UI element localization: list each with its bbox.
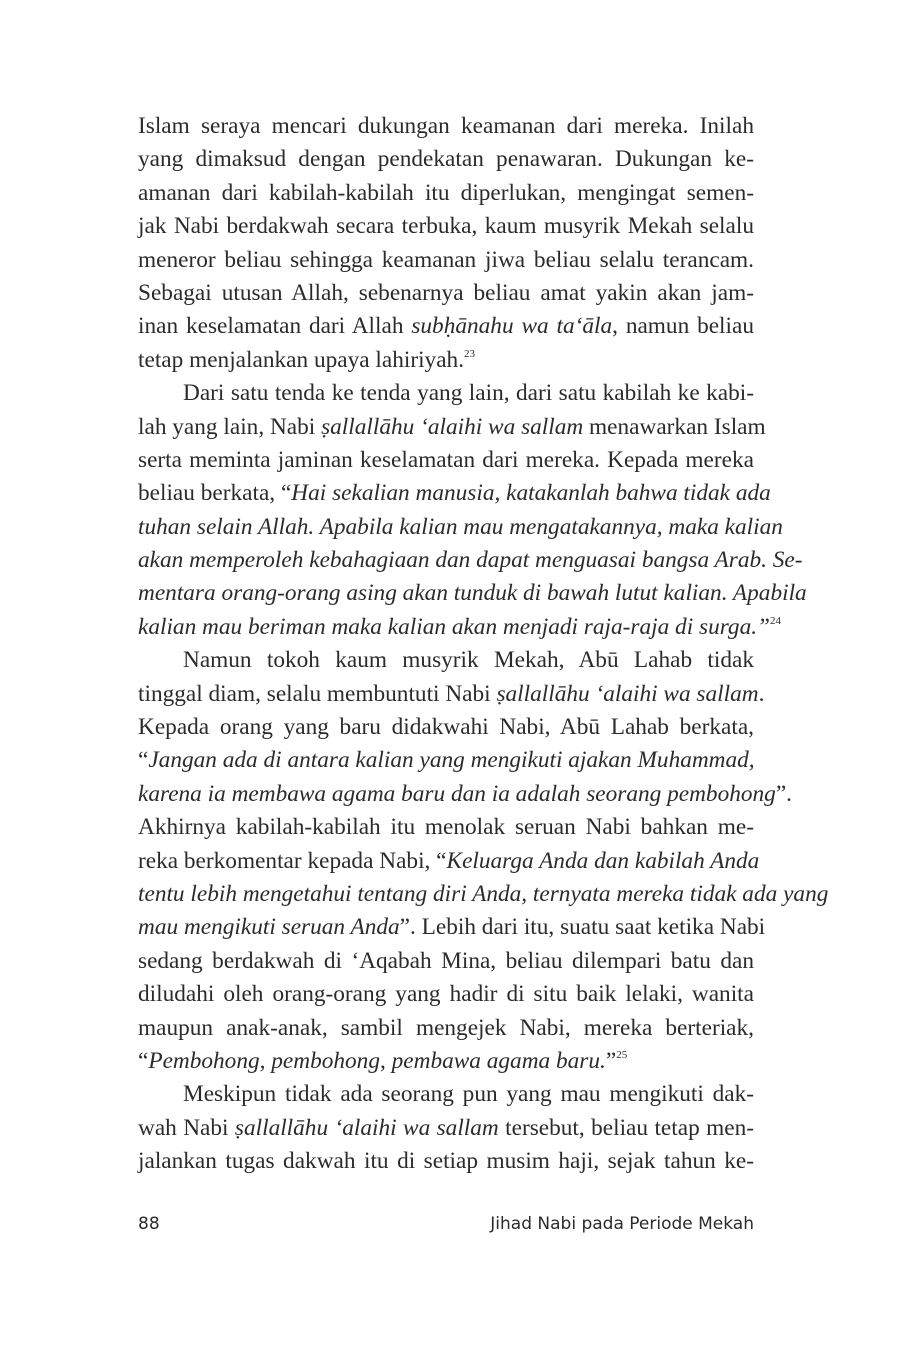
italic-text: ṣallallāhu ‘alaihi wa sallam — [234, 1114, 499, 1141]
italic-text: karena ia membawa agama baru dan ia adalah seorang pembohong — [138, 780, 776, 807]
text-segment: beliau berkata, “ — [138, 480, 292, 507]
text-segment: jalankan tugas dakwah itu di setiap musim haji, sejak tahun ke- — [138, 1148, 754, 1175]
text-segment: ”. Lebih dari itu, suatu saat ketika Nabi — [399, 914, 766, 941]
text-segment: serta meminta jaminan keselamatan dari mereka. Kepada mereka — [138, 446, 754, 473]
italic-text: Pembohong, pembohong, pembawa agama baru. — [148, 1047, 606, 1074]
text-line — [138, 845, 760, 878]
text-segment: tetap menjalankan upaya lahiriyah. — [138, 346, 465, 373]
text-line — [138, 344, 754, 377]
italic-text: mau mengikuti seruan Anda — [138, 914, 400, 941]
text-line — [138, 1145, 754, 1178]
text-line — [138, 1078, 754, 1111]
italic-text: ṣallallāhu ‘alaihi wa sallam — [321, 413, 584, 440]
footnote-marker: 23 — [464, 347, 476, 360]
italic-text: Keluarga Anda dan kabilah Anda — [446, 847, 760, 874]
text-segment: sedang berdakwah di ‘Aqabah Mina, beliau dilempari batu dan — [138, 947, 754, 974]
text-line — [138, 811, 754, 844]
text-line — [138, 143, 754, 176]
text-segment: , namun beliau — [612, 313, 754, 340]
text-segment: Sebagai utusan Allah, sebenarnya beliau amat yakin akan jam- — [138, 279, 754, 306]
text-segment: “ — [138, 1047, 149, 1074]
text-line — [138, 878, 829, 911]
text-line — [138, 177, 754, 210]
text-line — [138, 644, 754, 677]
italic-text: akan memperoleh kebahagiaan dan dapat menguasai bangsa Arab. Se- — [138, 547, 803, 574]
text-line — [138, 678, 765, 711]
text-segment: wah Nabi — [138, 1114, 235, 1141]
text-segment: menawarkan Islam — [583, 413, 766, 440]
text-segment: meneror beliau sehingga keamanan jiwa beliau selalu terancam. — [138, 246, 754, 273]
text-segment: Meskipun tidak ada seorang pun yang mau mengikuti dak- — [183, 1081, 754, 1108]
body-text — [138, 110, 829, 1179]
text-segment: reka berkomentar kepada Nabi, “ — [138, 847, 447, 874]
text-line — [138, 544, 803, 577]
italic-text: subḥānahu wa ta‘āla — [411, 313, 613, 340]
italic-text: kalian mau beriman maka kalian akan menjadi raja-raja di surga.” — [138, 613, 770, 640]
text-line — [138, 577, 807, 610]
text-line — [138, 110, 754, 143]
text-line — [138, 978, 754, 1011]
italic-text: Jangan ada di antara kalian yang mengikuti ajakan Muhammad, — [148, 747, 755, 774]
text-line — [138, 477, 771, 510]
text-segment: Islam seraya mencari dukungan keamanan dari mereka. Inilah — [138, 113, 754, 139]
text-line — [138, 511, 783, 544]
text-line — [138, 778, 792, 811]
text-segment: Namun tokoh kaum musyrik Mekah, Abū Lahab tidak — [183, 647, 754, 674]
text-line — [138, 244, 754, 277]
text-line — [138, 277, 754, 310]
italic-text: tentu lebih mengetahui tentang diri Anda, ternyata mereka tidak ada yang — [138, 880, 829, 907]
page-footer — [138, 1214, 754, 1240]
italic-text: ṣallallāhu ‘alaihi wa sallam — [496, 680, 759, 707]
text-segment: ”. — [775, 780, 792, 807]
text-line — [138, 911, 766, 944]
text-segment: inan keselamatan dari Allah — [138, 313, 412, 340]
text-segment: “ — [138, 747, 149, 774]
text-segment: diludahi oleh orang-orang yang hadir di situ baik lelaki, wanita — [138, 981, 754, 1008]
text-line — [138, 210, 754, 243]
text-line — [138, 1112, 754, 1145]
text-segment: lah yang lain, Nabi — [138, 413, 322, 440]
text-line — [138, 611, 781, 644]
text-line — [138, 411, 766, 444]
text-line — [138, 945, 754, 978]
text-line — [138, 444, 754, 477]
text-line — [138, 1012, 754, 1045]
text-line — [138, 377, 754, 410]
page-number: 88 — [138, 1214, 160, 1234]
footnote-marker: 25 — [616, 1049, 628, 1062]
text-line — [138, 744, 754, 777]
italic-text: mentara orang-orang asing akan tunduk di bawah lutut kalian. Apabila — [138, 580, 807, 607]
text-segment: ” — [605, 1047, 617, 1074]
text-segment: tersebut, beliau tetap men- — [498, 1114, 754, 1141]
text-segment: Akhirnya kabilah-kabilah itu menolak seruan Nabi bahkan me- — [138, 814, 754, 841]
text-segment: yang dimaksud dengan pendekatan penawaran. Dukungan ke- — [138, 146, 754, 173]
text-segment: amanan dari kabilah-kabilah itu diperlukan, mengingat semen- — [138, 179, 754, 206]
text-line — [138, 711, 754, 744]
text-segment: Dari satu tenda ke tenda yang lain, dari satu kabilah ke kabi- — [183, 380, 754, 407]
text-segment: . — [758, 680, 765, 707]
text-segment: Kepada orang yang baru didakwahi Nabi, Abū Lahab berkata, — [138, 714, 754, 741]
text-segment: jak Nabi berdakwah secara terbuka, kaum musyrik Mekah selalu — [138, 213, 754, 240]
running-title: Jihad Nabi pada Periode Mekah — [490, 1214, 754, 1234]
text-segment: tinggal diam, selalu membuntuti Nabi — [138, 680, 497, 707]
italic-text: tuhan selain Allah. Apabila kalian mau mengatakannya, maka kalian — [138, 513, 783, 540]
text-line — [138, 310, 754, 343]
text-segment: maupun anak-anak, sambil mengejek Nabi, mereka berteriak, — [138, 1014, 754, 1041]
text-line — [138, 1045, 754, 1078]
italic-text: Hai sekalian manusia, katakanlah bahwa tidak ada — [291, 480, 771, 507]
footnote-marker: 24 — [770, 615, 781, 628]
